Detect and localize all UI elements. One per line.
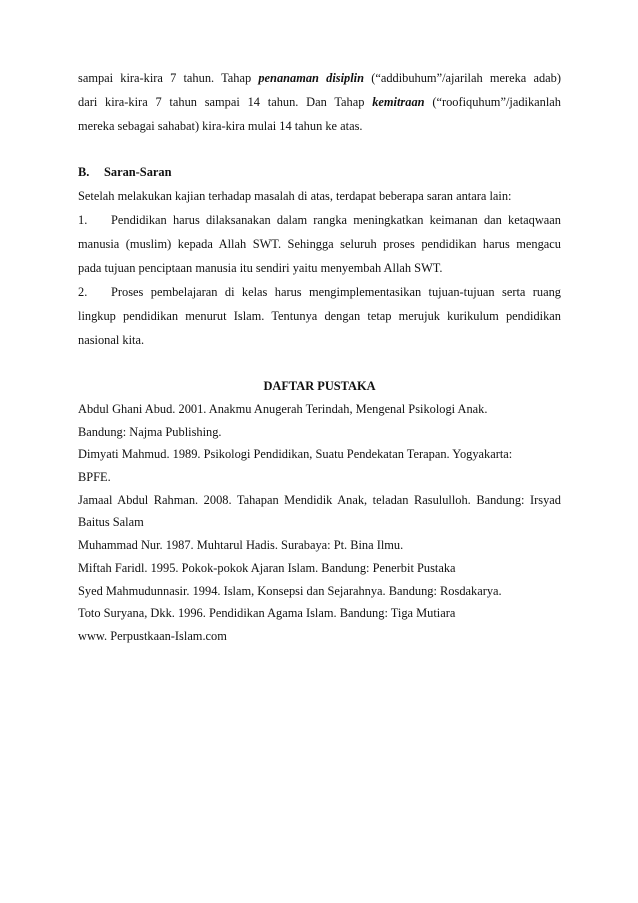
suggestion-line: pada tujuan penciptaan manusia itu sendiri yaitu menyembah Allah SWT. bbox=[78, 261, 443, 275]
suggestion-line bbox=[78, 208, 561, 232]
bibliography-line: BPFE. bbox=[78, 470, 111, 485]
bibliography-line: Muhammad Nur. 1987. Muhtarul Hadis. Surabaya: Pt. Bina Ilmu. bbox=[78, 538, 404, 553]
bibliography-line: Miftah Faridl. 1995. Pokok-pokok Ajaran Islam. Bandung: Penerbit Pustaka bbox=[78, 560, 456, 575]
suggestion-item-1 bbox=[78, 208, 561, 280]
bibliography-line: Syed Mahmudunnasir. 1994. Islam, Konsepsi dan Sejarahnya. Bandung: Rosdakarya. bbox=[78, 583, 502, 598]
section-title: Saran-Saran bbox=[104, 165, 172, 179]
document-page bbox=[78, 66, 561, 648]
intro-line-1 bbox=[78, 66, 561, 90]
intro-line-2 bbox=[78, 90, 561, 114]
bibliography-line: Jamaal Abdul Rahman. 2008. Tahapan Mendidik Anak, teladan Rasululloh. Bandung: Irsyad bbox=[78, 492, 561, 507]
suggestion-line: manusia (muslim) kepada Allah SWT. Sehingga seluruh proses pendidikan harus mengacu bbox=[78, 237, 561, 251]
section-heading bbox=[78, 160, 561, 184]
bibliography-line: www. Perpustkaan-Islam.com bbox=[78, 628, 227, 643]
suggestion-line: lingkup pendidikan menurut Islam. Tentunya dengan tetap merujuk kurikulum pendidikan bbox=[78, 309, 561, 323]
bibliography-line: Bandung: Najma Publishing. bbox=[78, 424, 222, 439]
bibliography-list bbox=[78, 398, 561, 648]
intro-text: dari kira-kira 7 tahun sampai 14 tahun. Dan Tahap bbox=[78, 95, 373, 109]
bibliography-title: DAFTAR PUSTAKA bbox=[263, 379, 376, 393]
section-lead: Setelah melakukan kajian terhadap masalah di atas, terdapat beberapa saran antara lain: bbox=[78, 189, 512, 203]
item-number: 2. bbox=[78, 285, 88, 299]
emphasis-term: kemitraan bbox=[372, 95, 425, 109]
intro-line-3: mereka sebagai sahabat) kira-kira mulai 14 tahun ke atas. bbox=[78, 119, 363, 133]
item-number: 1. bbox=[78, 213, 88, 227]
intro-text: (“roofiquhum”/jadikanlah bbox=[424, 95, 561, 109]
intro-text: (“addibuhum”/ajarilah mereka adab) bbox=[364, 71, 561, 85]
suggestion-line: nasional kita. bbox=[78, 333, 145, 347]
item-text: Pendidikan harus dilaksanakan dalam rangka meningkatkan keimanan dan ketaqwaan bbox=[111, 213, 561, 227]
intro-text: sampai kira-kira 7 tahun. Tahap bbox=[78, 71, 259, 85]
emphasis-term: penanaman disiplin bbox=[258, 71, 365, 85]
bibliography-line: Abdul Ghani Abud. 2001. Anakmu Anugerah Terindah, Mengenal Psikologi Anak. bbox=[78, 402, 488, 416]
bibliography-line: Baitus Salam bbox=[78, 515, 144, 530]
suggestion-line bbox=[78, 280, 561, 304]
item-text: Proses pembelajaran di kelas harus mengimplementasikan tujuan-tujuan serta ruang bbox=[111, 285, 561, 299]
suggestion-item-2 bbox=[78, 280, 561, 352]
section-number: B. bbox=[78, 165, 90, 179]
bibliography-line: Dimyati Mahmud. 1989. Psikologi Pendidikan, Suatu Pendekatan Terapan. Yogyakarta: bbox=[78, 447, 513, 462]
intro-paragraph bbox=[78, 66, 561, 138]
bibliography-line: Toto Suryana, Dkk. 1996. Pendidikan Agama Islam. Bandung: Tiga Mutiara bbox=[78, 606, 456, 621]
